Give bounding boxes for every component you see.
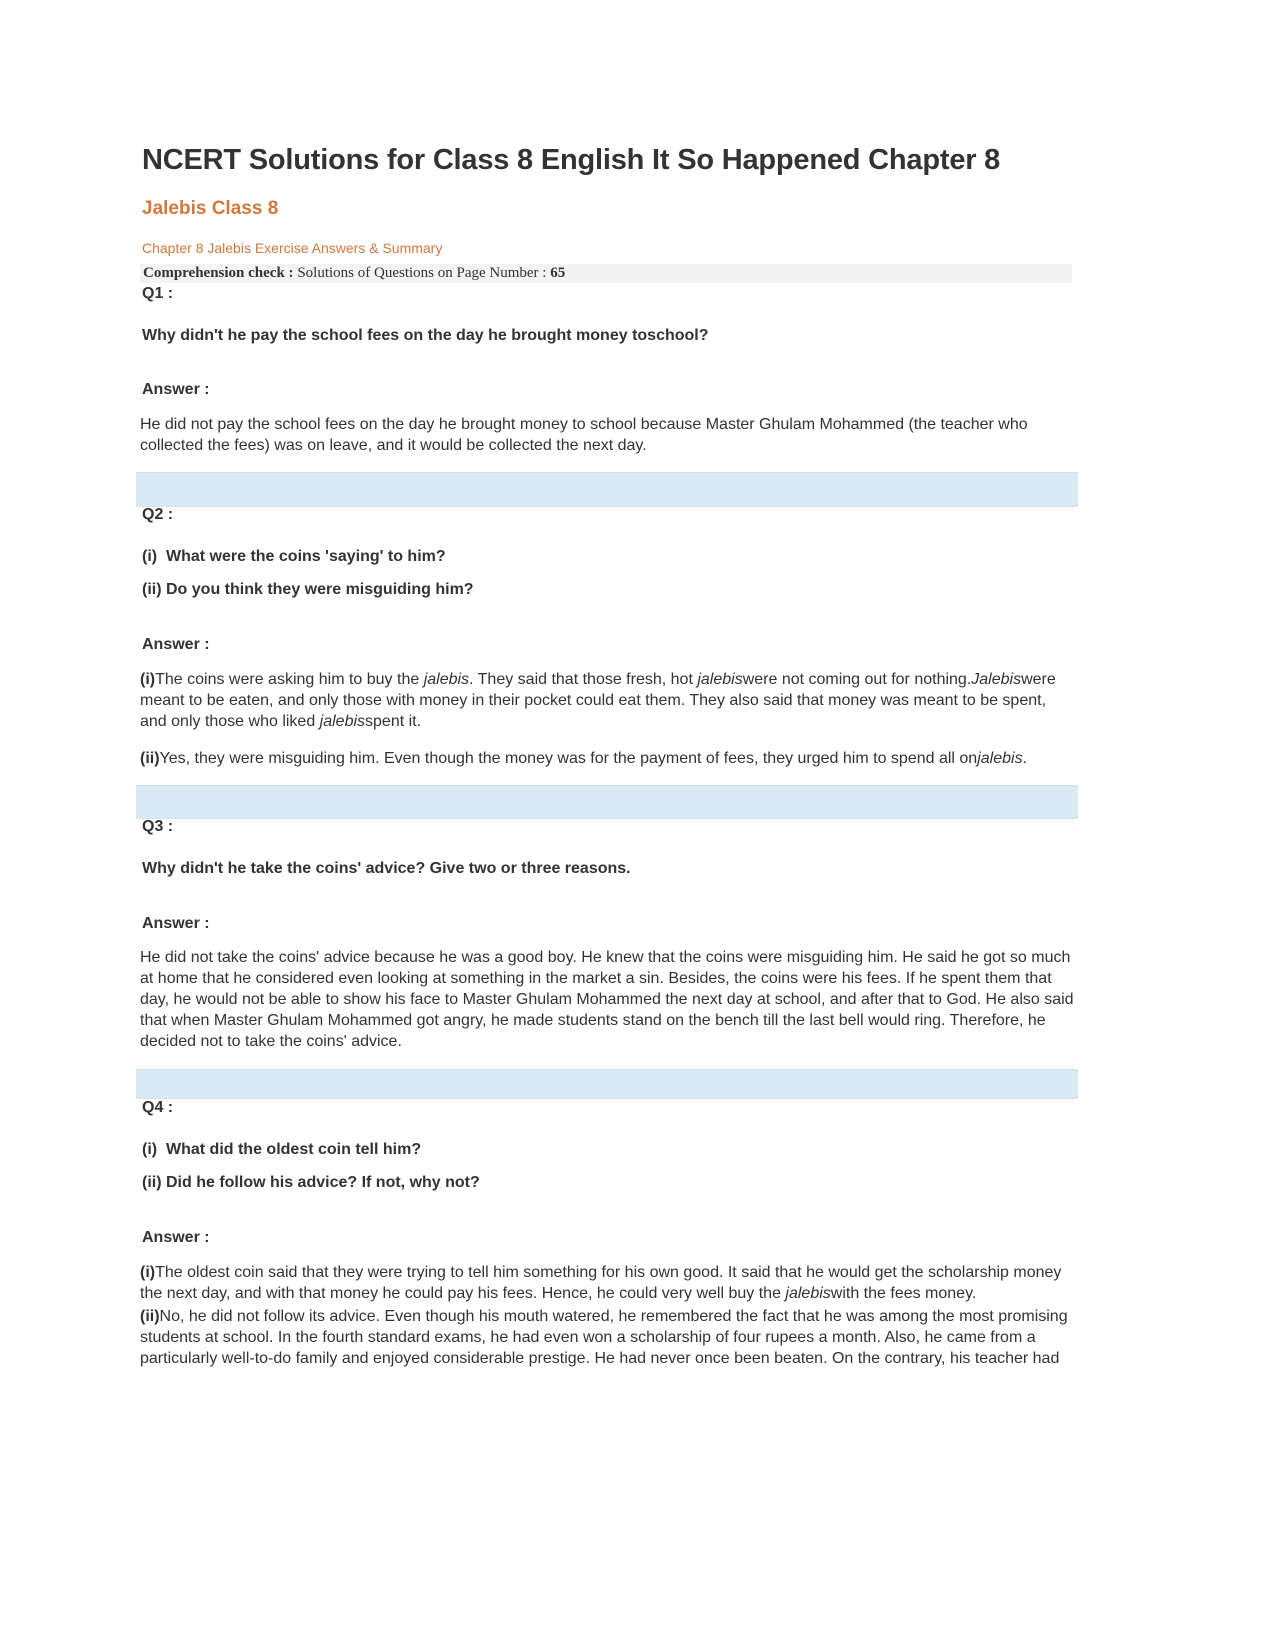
q4-answer-ii xyxy=(140,1306,1075,1369)
q3-answer: He did not take the coins' advice because he was a good boy. He knew that the coins were misguiding him. He said he got so much at home that he considered even looking at something in the market a sin. Besides, the coins were his fees. If he spent them that day, he would not be able to show his face to Master Ghulam Mohammed the next day at school, and after that to God. He also said that when Master Ghulam Mohammed got angry, he made students stand on the bench till the last bell would ring. Therefore, he decided not to take the coins' advice. xyxy=(140,949,1074,1050)
text: . xyxy=(1022,750,1028,767)
separator-bar xyxy=(136,472,1078,507)
q3-question: Why didn't he take the coins' advice? Give two or three reasons. xyxy=(142,860,631,877)
chapter-link[interactable]: Chapter 8 Jalebis Exercise Answers & Summary xyxy=(142,240,443,256)
separator-bar xyxy=(136,1069,1078,1099)
q3-answer-label: Answer : xyxy=(142,915,210,932)
chapter-subtitle: Jalebis Class 8 xyxy=(142,198,279,219)
q2-answer-ii xyxy=(140,748,1075,769)
label: (ii) xyxy=(140,750,160,767)
q3-number: Q3 : xyxy=(142,818,174,835)
text: No, he did not follow its advice. Even though his mouth watered, he remembered the fact that he was among the most promising students at school. In the fourth standard exams, he had even won a scholarship of four rupees a month. Also, he came from a particularly well-to-do family and enjoyed considerable prestige. He had never once been beaten. On the contrary, his teacher had xyxy=(140,1308,1068,1367)
q1-question: Why didn't he pay the school fees on the day he brought money toschool? xyxy=(142,327,709,344)
q2-answer-i xyxy=(140,669,1075,732)
text: . They said that those fresh, hot xyxy=(469,671,698,688)
text: spent it. xyxy=(365,713,422,730)
q1-number: Q1 : xyxy=(142,285,174,302)
comprehension-check-bar xyxy=(140,264,1072,283)
q4-answer-i xyxy=(140,1262,1075,1304)
label: (ii) xyxy=(140,1308,160,1325)
q2-question-ii: (ii) Do you think they were misguiding him? xyxy=(142,581,474,598)
q4-number: Q4 : xyxy=(142,1099,174,1116)
q2-question-i: (i) What were the coins 'saying' to him? xyxy=(142,548,446,565)
italic: jalebis xyxy=(697,671,743,688)
text: were not coming out for nothing. xyxy=(742,671,972,688)
text: were meant to be eaten, and only those with money in their pocket could eat them. They also said that money was meant to be spent, and only those who liked xyxy=(140,671,1056,730)
italic: jalebis xyxy=(319,713,366,730)
q2-number: Q2 : xyxy=(142,506,174,523)
q4-question-ii: (ii) Did he follow his advice? If not, why not? xyxy=(142,1174,480,1191)
q2-answer-label: Answer : xyxy=(142,636,210,653)
italic: Jalebis xyxy=(971,671,1022,688)
q1-answer-label: Answer : xyxy=(142,381,210,398)
text: The coins were asking him to buy the xyxy=(155,671,424,688)
q4-answer-label: Answer : xyxy=(142,1229,210,1246)
text: The oldest coin said that they were trying to tell him something for his own good. It said that he would get the scholarship money the next day, and with that money he could pay his fees. Hence, he could very well buy the xyxy=(140,1264,1062,1302)
comp-label: Comprehension check : xyxy=(143,265,294,281)
q1-answer: He did not pay the school fees on the day he brought money to school because Master Ghulam Mohammed (the teacher who collected the fees) was on leave, and it would be collected the next day. xyxy=(140,416,1028,454)
separator-bar xyxy=(136,785,1078,819)
italic: jalebis xyxy=(785,1285,831,1302)
italic: jalebis xyxy=(423,671,470,688)
q4-question-i: (i) What did the oldest coin tell him? xyxy=(142,1141,422,1158)
label: (i) xyxy=(140,671,156,688)
comp-page: 65 xyxy=(550,265,566,281)
label: (i) xyxy=(140,1264,156,1281)
italic: jalebis xyxy=(977,750,1023,767)
comp-text: Solutions of Questions on Page Number : xyxy=(293,265,551,281)
page-title: NCERT Solutions for Class 8 English It So Happened Chapter 8 xyxy=(142,144,1001,176)
text: Yes, they were misguiding him. Even though the money was for the payment of fees, they urged him to spend all on xyxy=(159,750,978,767)
text: with the fees money. xyxy=(830,1285,977,1302)
